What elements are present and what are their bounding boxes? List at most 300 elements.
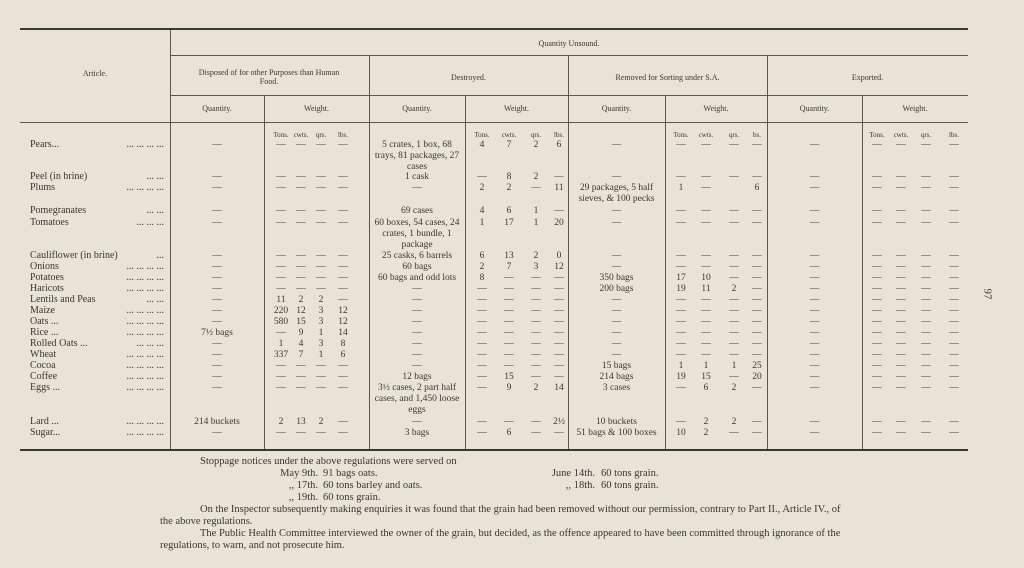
weight-cell: 2: [731, 417, 737, 427]
weight-cell: —: [921, 262, 931, 272]
weight-cell: 2: [533, 383, 539, 393]
weight-cell: 19: [676, 372, 686, 382]
weight-cell: —: [504, 284, 514, 294]
stoppage-date: ,, 17th.: [288, 480, 318, 491]
weight-cell: —: [729, 428, 739, 438]
weight-cell: 13: [296, 417, 306, 427]
weight-cell: —: [477, 339, 487, 349]
weight-unit-label: lbs.: [338, 131, 348, 139]
weight-cell: —: [949, 206, 959, 216]
weight-cell: —: [921, 361, 931, 371]
weight-cell: —: [676, 172, 686, 182]
weight-cell: —: [531, 273, 541, 283]
weight-cell: —: [872, 361, 882, 371]
weight-cell: 2: [318, 295, 324, 305]
quantity-cell: —: [611, 140, 622, 150]
weight-cell: —: [276, 218, 286, 228]
quantity-cell: 69 cases: [401, 206, 433, 216]
weight-cell: —: [921, 339, 931, 349]
article-name: Haricots: [30, 283, 64, 294]
weight-cell: —: [701, 140, 711, 150]
weight-cell: —: [701, 339, 711, 349]
weight-cell: —: [752, 306, 762, 316]
weight-cell: —: [872, 372, 882, 382]
weight-cell: —: [554, 206, 564, 216]
quantity-cell: 3½ cases, 2 part half cases, and 1,450 loose eggs: [374, 383, 460, 415]
weight-cell: —: [676, 317, 686, 327]
weight-cell: —: [531, 317, 541, 327]
weight-cell: —: [752, 251, 762, 261]
weight-cell: 6: [506, 428, 512, 438]
quantity-cell: —: [412, 328, 422, 338]
weight-cell: —: [949, 218, 959, 228]
weight-cell: —: [921, 172, 931, 182]
weight-cell: —: [921, 306, 931, 316]
quantity-cell: —: [809, 339, 820, 349]
weight-cell: —: [872, 262, 882, 272]
quantity-cell: —: [809, 172, 820, 182]
weight-cell: —: [949, 172, 959, 182]
quantity-cell: —: [212, 172, 222, 182]
quantity-cell: —: [611, 172, 622, 182]
quantity-cell: —: [809, 295, 820, 305]
weight-cell: —: [477, 295, 487, 305]
quantity-cell: —: [212, 350, 222, 360]
weight-cell: —: [921, 417, 931, 427]
weight-cell: —: [276, 372, 286, 382]
weight-cell: —: [477, 317, 487, 327]
stoppage-text: 60 tons grain.: [601, 468, 659, 479]
weight-cell: —: [276, 262, 286, 272]
weight-cell: —: [338, 262, 348, 272]
weight-unit-label: Tons.: [273, 131, 289, 139]
quantity-cell: 10 buckets: [596, 417, 637, 427]
weight-cell: —: [276, 206, 286, 216]
leader-dots: ... ...: [146, 294, 164, 305]
quantity-cell: —: [212, 273, 222, 283]
quantity-cell: —: [809, 251, 820, 261]
stoppage-date: June 14th.: [551, 468, 595, 479]
weight-cell: 6: [556, 140, 562, 150]
quantity-cell: —: [809, 206, 820, 216]
weight-unit-label: qrs.: [920, 131, 932, 139]
weight-header: Weight.: [902, 104, 928, 113]
weight-cell: —: [338, 428, 348, 438]
quantity-cell: —: [212, 372, 222, 382]
weight-cell: 2: [298, 295, 304, 305]
quantity-cell: —: [809, 383, 820, 393]
leader-dots: ... ... ... ...: [126, 427, 164, 438]
group-header-removed: Removed for Sorting under S.A.: [615, 73, 720, 82]
weight-cell: —: [752, 273, 762, 283]
weight-cell: —: [701, 218, 711, 228]
weight-cell: —: [701, 295, 711, 305]
quantity-header: Quantity.: [799, 104, 830, 113]
weight-cell: —: [921, 428, 931, 438]
weight-cell: —: [896, 317, 906, 327]
stoppage-text: 60 tons barley and oats.: [323, 480, 423, 491]
weight-cell: —: [896, 383, 906, 393]
weight-cell: 13: [504, 251, 514, 261]
weight-cell: —: [531, 295, 541, 305]
quantity-cell: —: [611, 306, 622, 316]
weight-cell: —: [729, 206, 739, 216]
weight-cell: —: [504, 361, 514, 371]
weight-cell: 2: [703, 417, 709, 427]
weight-cell: —: [316, 273, 326, 283]
quantity-cell: —: [809, 262, 820, 272]
quantity-cell: —: [212, 251, 222, 261]
col-divider: [465, 95, 466, 449]
weight-cell: —: [872, 251, 882, 261]
weight-cell: —: [729, 172, 739, 182]
weight-cell: 25: [752, 361, 762, 371]
weight-cell: —: [752, 383, 762, 393]
weight-cell: —: [676, 140, 686, 150]
weight-cell: 1: [533, 206, 539, 216]
weight-cell: —: [316, 262, 326, 272]
weight-cell: —: [729, 339, 739, 349]
leader-dots: ... ... ...: [136, 338, 164, 349]
weight-cell: —: [729, 306, 739, 316]
quantity-cell: —: [809, 361, 820, 371]
weight-cell: —: [896, 140, 906, 150]
quantity-cell: —: [611, 295, 622, 305]
group-header-exported: Exported.: [851, 73, 884, 82]
weight-cell: 2: [533, 172, 539, 182]
weight-cell: 7: [506, 140, 512, 150]
quantity-cell: —: [212, 262, 222, 272]
weight-cell: 17: [504, 218, 514, 228]
weight-cell: —: [752, 172, 762, 182]
weight-cell: 17: [676, 273, 686, 283]
weight-cell: —: [316, 206, 326, 216]
page-number: 97: [981, 288, 994, 300]
weight-cell: —: [554, 361, 564, 371]
weight-cell: —: [921, 206, 931, 216]
weight-cell: —: [729, 317, 739, 327]
weight-cell: —: [554, 428, 564, 438]
quantity-cell: 12 bags: [402, 372, 432, 382]
weight-cell: 1: [318, 328, 324, 338]
quantity-header: Quantity.: [402, 104, 432, 113]
weight-cell: —: [338, 172, 348, 182]
weight-cell: —: [949, 183, 959, 193]
col-divider: [264, 95, 265, 449]
weight-cell: 7: [506, 262, 512, 272]
weight-cell: —: [752, 140, 762, 150]
weight-cell: 3: [318, 317, 324, 327]
weight-cell: —: [676, 251, 686, 261]
weight-cell: —: [477, 428, 487, 438]
quantity-cell: —: [809, 417, 820, 427]
weight-cell: —: [316, 383, 326, 393]
weight-cell: —: [701, 317, 711, 327]
weight-cell: —: [921, 140, 931, 150]
weight-cell: 1: [278, 339, 284, 349]
weight-cell: —: [338, 417, 348, 427]
quantity-cell: —: [809, 273, 820, 283]
weight-cell: —: [296, 372, 306, 382]
quantity-cell: 3 cases: [602, 383, 631, 393]
quantity-cell: 60 bags and odd lots: [377, 273, 457, 283]
weight-cell: —: [752, 206, 762, 216]
weight-cell: 6: [479, 251, 485, 261]
weight-cell: —: [729, 295, 739, 305]
weight-cell: —: [296, 251, 306, 261]
weight-cell: —: [921, 183, 931, 193]
weight-cell: —: [752, 339, 762, 349]
stoppage-date: ,, 18th.: [565, 480, 595, 491]
quantity-cell: 25 casks, 6 barrels: [381, 251, 453, 261]
weight-cell: 12: [338, 306, 348, 316]
weight-cell: 14: [554, 383, 564, 393]
quantity-cell: —: [212, 339, 222, 349]
weight-cell: —: [276, 383, 286, 393]
article-name: Oats ...: [30, 316, 59, 327]
weight-cell: 11: [276, 295, 286, 305]
article-name: Eggs ...: [30, 382, 60, 393]
weight-cell: —: [477, 306, 487, 316]
weight-cell: 15: [504, 372, 514, 382]
quantity-cell: —: [809, 140, 820, 150]
weight-cell: 0: [556, 251, 562, 261]
leader-dots: ... ... ...: [136, 217, 164, 228]
weight-cell: —: [338, 295, 348, 305]
weight-cell: 8: [340, 339, 346, 349]
article-name: Lentils and Peas: [30, 294, 96, 305]
quantity-cell: —: [611, 317, 622, 327]
weight-cell: —: [338, 383, 348, 393]
weight-unit-label: cwts.: [893, 131, 909, 139]
weight-cell: 2: [533, 140, 539, 150]
weight-cell: —: [477, 284, 487, 294]
article-name: Onions: [30, 261, 59, 272]
weight-cell: —: [872, 317, 882, 327]
weight-cell: —: [949, 317, 959, 327]
weight-cell: —: [316, 284, 326, 294]
quantity-cell: 350 bags: [599, 273, 634, 283]
quantity-cell: 60 bags: [402, 262, 432, 272]
weight-cell: 2: [731, 383, 737, 393]
weight-cell: —: [676, 328, 686, 338]
col-divider: [369, 55, 370, 449]
weight-cell: —: [701, 328, 711, 338]
quantity-cell: —: [212, 206, 222, 216]
weight-cell: —: [896, 206, 906, 216]
weight-cell: —: [949, 306, 959, 316]
weight-cell: —: [872, 428, 882, 438]
weight-unit-label: qrs.: [530, 131, 542, 139]
article-name: Pears...: [30, 139, 60, 150]
weight-cell: —: [338, 372, 348, 382]
weight-cell: —: [752, 295, 762, 305]
weight-cell: —: [296, 218, 306, 228]
quantity-cell: —: [611, 206, 622, 216]
weight-cell: —: [676, 206, 686, 216]
stoppage-date: ,, 19th.: [288, 492, 318, 503]
article-name: Rolled Oats ...: [30, 338, 88, 349]
quantity-cell: —: [412, 361, 422, 371]
article-name: Lard ...: [30, 416, 59, 427]
weight-cell: —: [276, 140, 286, 150]
weight-cell: —: [554, 339, 564, 349]
weight-cell: —: [531, 372, 541, 382]
quantity-cell: —: [212, 383, 222, 393]
weight-cell: —: [872, 172, 882, 182]
weight-cell: —: [896, 262, 906, 272]
quantity-cell: 15 bags: [601, 361, 632, 371]
weight-cell: —: [872, 284, 882, 294]
weight-cell: —: [921, 383, 931, 393]
weight-cell: —: [872, 306, 882, 316]
weight-cell: —: [896, 251, 906, 261]
weight-unit-label: Tons.: [474, 131, 490, 139]
weight-cell: —: [896, 328, 906, 338]
weight-cell: —: [949, 251, 959, 261]
weight-cell: —: [676, 339, 686, 349]
weight-cell: 9: [506, 383, 512, 393]
weight-cell: —: [872, 218, 882, 228]
bottom-rule: [20, 449, 968, 451]
weight-cell: —: [276, 328, 286, 338]
weight-cell: 220: [273, 306, 289, 316]
weight-cell: 2½: [553, 417, 565, 427]
weight-cell: 580: [273, 317, 289, 327]
weight-cell: —: [504, 317, 514, 327]
weight-cell: —: [921, 328, 931, 338]
weight-cell: —: [701, 172, 711, 182]
weight-cell: —: [338, 251, 348, 261]
weight-cell: —: [676, 306, 686, 316]
quantity-cell: —: [809, 317, 820, 327]
quantity-cell: —: [412, 417, 422, 427]
weight-cell: 2: [731, 284, 737, 294]
weight-cell: 1: [318, 350, 324, 360]
weight-cell: 2: [479, 183, 485, 193]
weight-header: Weight.: [703, 104, 729, 113]
weight-cell: —: [872, 140, 882, 150]
weight-cell: —: [316, 361, 326, 371]
weight-cell: 12: [296, 306, 306, 316]
weight-cell: 2: [703, 428, 709, 438]
weight-cell: —: [729, 140, 739, 150]
article-name: Plums: [30, 182, 56, 193]
weight-cell: —: [896, 295, 906, 305]
quantity-header: Quantity.: [202, 104, 232, 113]
weight-cell: 1: [479, 218, 485, 228]
weight-cell: 4: [298, 339, 304, 349]
weight-cell: 10: [676, 428, 686, 438]
quantity-cell: —: [212, 183, 222, 193]
weight-cell: —: [949, 284, 959, 294]
leader-dots: ... ... ... ...: [126, 371, 164, 382]
stoppage-date: May 9th.: [280, 468, 318, 479]
quantity-cell: 60 boxes, 54 cases, 24 crates, 1 bundle, 1 package: [374, 218, 460, 250]
weight-cell: —: [276, 273, 286, 283]
weight-cell: 4: [479, 206, 485, 216]
weight-unit-label: Tons.: [673, 131, 689, 139]
leader-dots: ... ... ... ...: [126, 416, 164, 427]
weight-unit-label: qrs.: [315, 131, 327, 139]
article-name: Sugar...: [30, 427, 61, 438]
weight-cell: —: [676, 417, 686, 427]
weight-cell: —: [872, 383, 882, 393]
weight-cell: —: [729, 350, 739, 360]
leader-dots: ... ... ... ...: [126, 261, 164, 272]
quantity-cell: —: [212, 428, 222, 438]
weight-unit-label: cwts.: [293, 131, 309, 139]
quantity-cell: —: [809, 328, 820, 338]
quantity-cell: 1 cask: [404, 172, 429, 182]
weight-cell: —: [316, 183, 326, 193]
weight-cell: 11: [554, 183, 564, 193]
weight-cell: —: [554, 306, 564, 316]
weight-cell: —: [872, 328, 882, 338]
weight-cell: —: [872, 417, 882, 427]
quantity-cell: —: [611, 350, 622, 360]
quantity-cell: —: [212, 317, 222, 327]
weight-cell: —: [316, 372, 326, 382]
weight-cell: —: [316, 140, 326, 150]
weight-cell: —: [676, 350, 686, 360]
weight-cell: —: [531, 306, 541, 316]
weight-cell: —: [338, 140, 348, 150]
weight-cell: —: [896, 428, 906, 438]
article-name: Cocoa: [30, 360, 56, 371]
weight-cell: —: [554, 172, 564, 182]
quantity-cell: —: [412, 317, 422, 327]
weight-cell: —: [338, 218, 348, 228]
weight-cell: —: [554, 328, 564, 338]
weight-cell: —: [504, 350, 514, 360]
quantity-cell: —: [809, 218, 820, 228]
weight-cell: 1: [678, 361, 684, 371]
weight-unit-label: lbs.: [949, 131, 959, 139]
weight-cell: —: [872, 295, 882, 305]
quantity-cell: —: [212, 218, 222, 228]
weight-cell: 20: [752, 372, 762, 382]
quantity-cell: 51 bags & 100 boxes: [576, 428, 657, 438]
weight-cell: 7: [298, 350, 304, 360]
weight-cell: —: [676, 218, 686, 228]
weight-cell: —: [701, 262, 711, 272]
weight-cell: —: [554, 273, 564, 283]
weight-cell: —: [921, 317, 931, 327]
weight-cell: —: [531, 339, 541, 349]
weight-cell: 2: [479, 262, 485, 272]
quantity-cell: 29 packages, 5 half sieves, & 100 pecks: [578, 183, 655, 204]
weight-unit-label: qrs.: [728, 131, 740, 139]
leader-dots: ... ... ... ...: [126, 360, 164, 371]
weight-cell: —: [338, 183, 348, 193]
weight-cell: —: [752, 350, 762, 360]
weight-cell: —: [896, 183, 906, 193]
weight-cell: —: [701, 350, 711, 360]
weight-cell: 1: [678, 183, 684, 193]
weight-cell: —: [338, 206, 348, 216]
quantity-cell: —: [809, 284, 820, 294]
weight-cell: —: [531, 284, 541, 294]
leader-dots: ...: [156, 250, 164, 261]
quantity-cell: —: [809, 183, 820, 193]
weight-unit-label: bs.: [753, 131, 761, 139]
quantity-cell: —: [212, 295, 222, 305]
weight-cell: —: [676, 295, 686, 305]
weight-cell: —: [316, 172, 326, 182]
weight-cell: 11: [701, 284, 711, 294]
weight-cell: —: [921, 218, 931, 228]
